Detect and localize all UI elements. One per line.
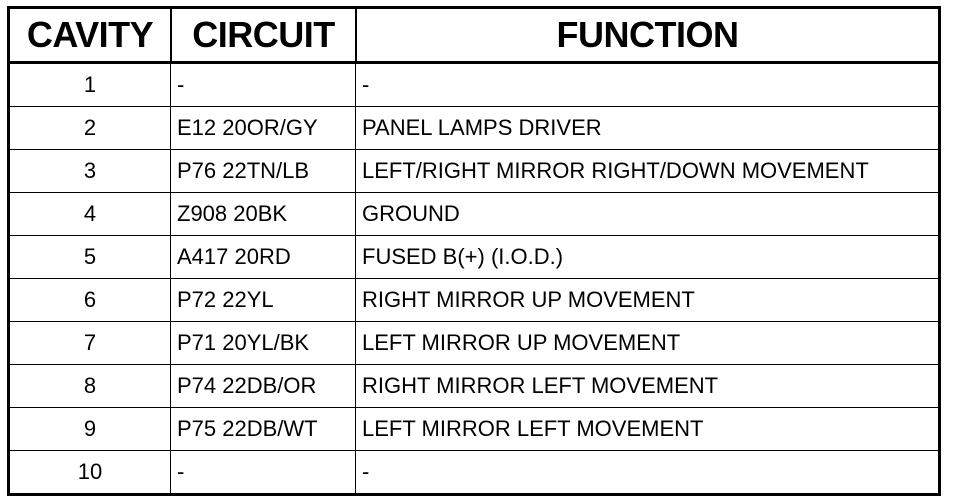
function-cell: LEFT MIRROR LEFT MOVEMENT [355, 408, 938, 450]
function-cell: LEFT/RIGHT MIRROR RIGHT/DOWN MOVEMENT [355, 150, 938, 192]
cavity-cell: 3 [83, 158, 97, 183]
table-row [10, 278, 938, 321]
function-cell: GROUND [355, 193, 938, 235]
table-row [10, 192, 938, 235]
circuit-cell: E12 20OR/GY [170, 107, 355, 149]
table-row [10, 407, 938, 450]
circuit-cell: - [170, 451, 355, 493]
cavity-cell: 6 [83, 287, 97, 312]
column-header-circuit: CIRCUIT [170, 9, 355, 61]
cavity-cell: 10 [77, 459, 103, 484]
function-cell: LEFT MIRROR UP MOVEMENT [355, 322, 938, 364]
table-row [10, 450, 938, 493]
function-cell: PANEL LAMPS DRIVER [355, 107, 938, 149]
circuit-cell: P71 20YL/BK [170, 322, 355, 364]
circuit-cell: P76 22TN/LB [170, 150, 355, 192]
table-row [10, 63, 938, 106]
cavity-cell: 8 [83, 373, 97, 398]
circuit-cell: P74 22DB/OR [170, 365, 355, 407]
table-row [10, 321, 938, 364]
connector-pinout-table [7, 6, 941, 496]
table-row [10, 235, 938, 278]
circuit-cell: A417 20RD [170, 236, 355, 278]
cavity-cell: 5 [83, 244, 97, 269]
table-row [10, 364, 938, 407]
column-header-cavity: CAVITY [26, 14, 154, 55]
cavity-cell: 4 [83, 201, 97, 226]
cavity-cell: 7 [83, 330, 97, 355]
circuit-cell: P75 22DB/WT [170, 408, 355, 450]
function-cell: RIGHT MIRROR LEFT MOVEMENT [355, 365, 938, 407]
circuit-cell: - [170, 64, 355, 106]
cavity-cell: 1 [83, 72, 97, 97]
table-row [10, 149, 938, 192]
column-header-function: FUNCTION [355, 9, 938, 61]
function-cell: - [355, 451, 938, 493]
circuit-cell: Z908 20BK [170, 193, 355, 235]
table-row [10, 106, 938, 149]
table-header-row [10, 9, 938, 63]
function-cell: - [355, 64, 938, 106]
cavity-cell: 9 [83, 416, 97, 441]
circuit-cell: P72 22YL [170, 279, 355, 321]
function-cell: RIGHT MIRROR UP MOVEMENT [355, 279, 938, 321]
function-cell: FUSED B(+) (I.O.D.) [355, 236, 938, 278]
cavity-cell: 2 [83, 115, 97, 140]
